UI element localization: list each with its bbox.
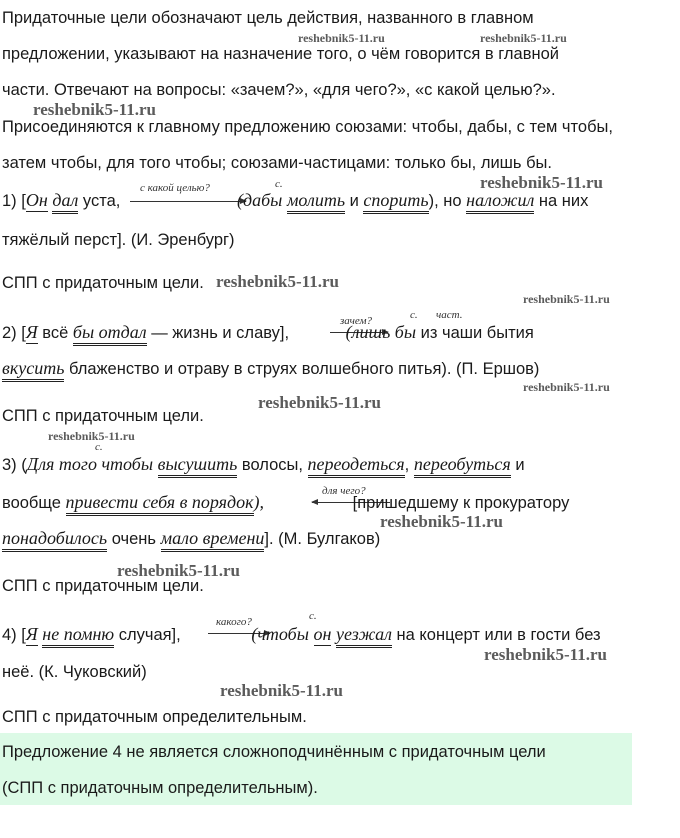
watermark: reshebnik5-11.ru: [220, 681, 343, 700]
example-3-line-3: [2, 528, 380, 549]
text: блаженство и отраву в струях волшебного питья). (П. Ершов): [69, 360, 540, 378]
watermark: reshebnik5-11.ru: [117, 561, 240, 580]
watermark: reshebnik5-11.ru: [33, 100, 156, 119]
text: (: [345, 322, 352, 342]
watermark: reshebnik5-11.ru: [523, 380, 610, 394]
subject: Он: [25, 190, 48, 210]
predicate: молить: [287, 190, 345, 214]
text: на концерт или в гости без: [396, 626, 601, 644]
text: случая],: [118, 626, 181, 644]
watermark: reshebnik5-11.ru: [523, 292, 610, 306]
watermark: reshebnik5-11.ru: [480, 31, 567, 45]
text: и: [515, 456, 525, 474]
example-3-line-1: [2, 454, 525, 475]
predicate: спорить: [363, 190, 428, 214]
intro-line-1: Придаточные цели обозначают цель действия, названного в главном: [2, 9, 534, 27]
conclusion-line-1: Предложение 4 не является сложноподчинённым с придаточным цели: [2, 743, 546, 761]
particle-note: част.: [436, 309, 463, 321]
predicate: дал: [52, 190, 78, 214]
text: всё: [42, 324, 69, 342]
example-1-result: СПП с придаточным цели.: [2, 274, 204, 292]
example-4-line-1: [2, 624, 601, 645]
watermark: reshebnik5-11.ru: [480, 173, 603, 192]
text: — жизнь и славу],: [151, 324, 290, 342]
example-2-result: СПП с придаточным цели.: [2, 407, 204, 425]
example-2-line-1: [2, 322, 534, 343]
text: волосы,: [241, 456, 303, 474]
conjunction-note: с.: [95, 441, 103, 453]
predicate: бы отдал: [73, 322, 147, 346]
watermark: reshebnik5-11.ru: [298, 31, 385, 45]
subject: он: [313, 624, 332, 644]
watermark: reshebnik5-11.ru: [48, 429, 135, 443]
intro-line-2: предложении, указывают на назначение того, о чём говорится в главной: [2, 45, 559, 63]
conjunction: дабы: [242, 190, 283, 210]
predicate: уезжал: [336, 624, 392, 648]
predicate: понадобилось: [2, 528, 107, 552]
text: и: [349, 192, 359, 210]
intro-line-3: части. Отвечают на вопросы: «зачем?», «для чего?», «с какой целью?».: [2, 81, 556, 99]
text: ,: [404, 456, 410, 474]
example-4-result: СПП с придаточным определительным.: [2, 708, 307, 726]
conjunction-note: с.: [275, 178, 283, 190]
conjunction: лишь бы: [351, 322, 417, 342]
watermark: reshebnik5-11.ru: [216, 272, 339, 291]
example-3-result: СПП с придаточным цели.: [2, 577, 204, 595]
question-note: зачем?: [340, 315, 373, 327]
predicate: мало времени: [161, 528, 265, 552]
example-1-line-2: тяжёлый перст]. (И. Эренбург): [2, 231, 235, 249]
conjunction: чтобы: [257, 624, 309, 644]
intro-line-5: затем чтобы, для того чтобы; союзами-частицами: только бы, лишь бы.: [2, 154, 552, 172]
question-note: с какой целью?: [140, 182, 210, 194]
predicate: наложил: [466, 190, 534, 214]
conjunction-note: с.: [309, 610, 317, 622]
example-number: 1) [: [2, 192, 26, 210]
text: (: [251, 624, 258, 644]
text: очень: [111, 530, 156, 548]
example-2-line-2: [2, 358, 539, 379]
predicate: переобуться: [414, 454, 511, 478]
predicate: привести себя в порядок: [66, 492, 254, 516]
predicate: переодеться: [308, 454, 405, 478]
example-3-line-2: [2, 492, 569, 513]
example-1-line-1: [2, 190, 588, 211]
intro-line-4: Присоединяются к главному предложению союзами: чтобы, дабы, с тем чтобы,: [2, 118, 613, 136]
text: на них: [538, 192, 589, 210]
example-number: 4) [: [2, 626, 26, 644]
example-4-line-2: неё. (К. Чуковский): [2, 663, 147, 681]
conjunction: Для того чтобы: [26, 454, 154, 474]
text: вообще: [2, 494, 61, 512]
watermark: reshebnik5-11.ru: [484, 645, 607, 664]
text: ), но: [428, 192, 462, 210]
text: из чаши бытия: [420, 324, 534, 342]
subject: Я: [25, 624, 38, 644]
text: (: [236, 190, 243, 210]
predicate: высушить: [158, 454, 238, 478]
watermark: reshebnik5-11.ru: [380, 512, 503, 531]
text: уста,: [78, 192, 121, 210]
watermark: reshebnik5-11.ru: [258, 393, 381, 412]
text: [пришедшему к прокуратору: [352, 494, 570, 512]
question-note: для чего?: [322, 485, 366, 497]
conjunction-note: с.: [410, 309, 418, 321]
predicate: не помню: [42, 624, 114, 648]
predicate: вкусить: [2, 358, 64, 382]
example-number: 2) [: [2, 324, 26, 342]
subject: Я: [25, 322, 38, 342]
question-note: какого?: [216, 616, 252, 628]
text: ]. (М. Булгаков): [264, 530, 381, 548]
text: ),: [253, 492, 265, 512]
conclusion-line-2: (СПП с придаточным определительным).: [2, 779, 318, 797]
example-number: 3) (: [2, 456, 27, 474]
